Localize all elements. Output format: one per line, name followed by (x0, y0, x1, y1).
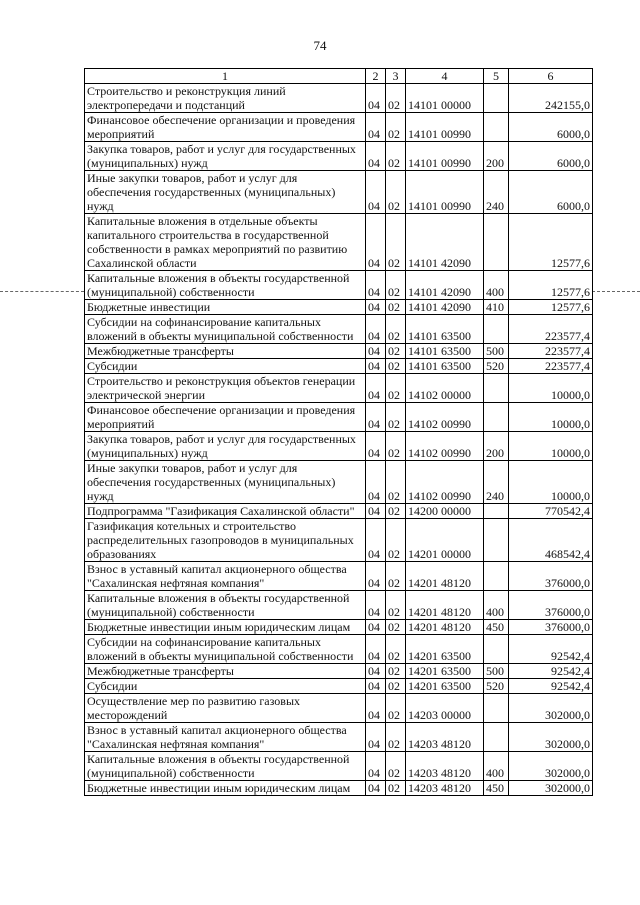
header-cell: 1 (85, 69, 366, 84)
row-c3-cell: 02 (386, 214, 406, 271)
row-c3-cell: 02 (386, 752, 406, 781)
row-c5-cell: 200 (484, 432, 509, 461)
table-row (85, 461, 593, 504)
row-c5-cell: 500 (484, 344, 509, 359)
row-name-cell: Финансовое обеспечение организации и проведения мероприятий (85, 113, 366, 142)
row-c5-cell (484, 374, 509, 403)
row-name-cell: Подпрограмма "Газификация Сахалинской области" (85, 504, 366, 519)
row-name-cell: Строительство и реконструкция линий электропередачи и подстанций (85, 84, 366, 113)
row-c5-cell: 200 (484, 142, 509, 171)
row-name-cell: Субсидии (85, 359, 366, 374)
table-row (85, 403, 593, 432)
row-c6-cell: 6000,0 (509, 142, 593, 171)
table-row (85, 214, 593, 271)
row-c4-cell: 14101 63500 (406, 344, 484, 359)
row-name-cell: Капитальные вложения в отдельные объекты капитального строительства в государственной собственности в рамках мероприятий по развитию Сахалинской области (85, 214, 366, 271)
row-name-cell: Субсидии (85, 679, 366, 694)
row-c6-cell: 302000,0 (509, 694, 593, 723)
row-c5-cell (484, 519, 509, 562)
row-c6-cell: 10000,0 (509, 403, 593, 432)
row-c2-cell: 04 (366, 635, 386, 664)
row-c5-cell: 240 (484, 171, 509, 214)
scan-artifact-line (0, 291, 84, 293)
row-c6-cell: 92542,4 (509, 679, 593, 694)
table-row (85, 752, 593, 781)
table-body (85, 84, 593, 796)
page-number: 74 (313, 38, 327, 53)
table-row (85, 635, 593, 664)
row-name-cell: Капитальные вложения в объекты государственной (муниципальной) собственности (85, 591, 366, 620)
table-row (85, 359, 593, 374)
row-c6-cell: 6000,0 (509, 171, 593, 214)
row-c6-cell: 302000,0 (509, 752, 593, 781)
row-c6-cell: 223577,4 (509, 359, 593, 374)
row-c2-cell: 04 (366, 679, 386, 694)
row-c3-cell: 02 (386, 620, 406, 635)
row-c2-cell: 04 (366, 84, 386, 113)
row-c3-cell: 02 (386, 84, 406, 113)
row-c2-cell: 04 (366, 432, 386, 461)
row-c3-cell: 02 (386, 359, 406, 374)
row-c6-cell: 376000,0 (509, 620, 593, 635)
row-name-cell: Газификация котельных и строительство распределительных газопроводов в муниципальных образованиях (85, 519, 366, 562)
row-c6-cell: 10000,0 (509, 432, 593, 461)
row-c5-cell (484, 315, 509, 344)
row-c5-cell: 450 (484, 620, 509, 635)
row-name-cell: Взнос в уставный капитал акционерного общества "Сахалинская нефтяная компания" (85, 562, 366, 591)
header-row (85, 69, 593, 84)
row-c2-cell: 04 (366, 344, 386, 359)
row-c5-cell: 520 (484, 359, 509, 374)
row-c6-cell: 376000,0 (509, 591, 593, 620)
row-c4-cell: 14101 63500 (406, 315, 484, 344)
row-c3-cell: 02 (386, 635, 406, 664)
row-c2-cell: 04 (366, 694, 386, 723)
row-c3-cell: 02 (386, 403, 406, 432)
row-c4-cell: 14102 00990 (406, 403, 484, 432)
row-c2-cell: 04 (366, 752, 386, 781)
row-c2-cell: 04 (366, 374, 386, 403)
row-name-cell: Бюджетные инвестиции (85, 300, 366, 315)
row-c6-cell: 6000,0 (509, 113, 593, 142)
row-name-cell: Субсидии на софинансирование капитальных вложений в объекты муниципальной собственности (85, 315, 366, 344)
row-c5-cell (484, 403, 509, 432)
row-c2-cell: 04 (366, 113, 386, 142)
row-c4-cell: 14201 63500 (406, 635, 484, 664)
row-c3-cell: 02 (386, 664, 406, 679)
row-name-cell: Иные закупки товаров, работ и услуг для обеспечения государственных (муниципальных) нужд (85, 461, 366, 504)
row-c3-cell: 02 (386, 113, 406, 142)
row-c6-cell: 12577,6 (509, 214, 593, 271)
row-c3-cell: 02 (386, 504, 406, 519)
row-c5-cell (484, 113, 509, 142)
row-c6-cell: 242155,0 (509, 84, 593, 113)
row-c3-cell: 02 (386, 271, 406, 300)
scan-artifact-line (592, 291, 640, 293)
row-c5-cell: 240 (484, 461, 509, 504)
row-c6-cell: 302000,0 (509, 723, 593, 752)
row-c4-cell: 14101 42090 (406, 271, 484, 300)
row-c4-cell: 14101 00990 (406, 142, 484, 171)
header-cell: 5 (484, 69, 509, 84)
row-c3-cell: 02 (386, 562, 406, 591)
row-c3-cell: 02 (386, 679, 406, 694)
header-cell: 6 (509, 69, 593, 84)
row-c5-cell: 450 (484, 781, 509, 796)
row-c5-cell (484, 694, 509, 723)
row-c2-cell: 04 (366, 315, 386, 344)
row-c3-cell: 02 (386, 142, 406, 171)
table-row (85, 271, 593, 300)
row-name-cell: Осуществление мер по развитию газовых месторождений (85, 694, 366, 723)
row-c5-cell (484, 562, 509, 591)
row-c4-cell: 14101 00990 (406, 113, 484, 142)
row-c5-cell: 400 (484, 591, 509, 620)
row-c4-cell: 14102 00990 (406, 432, 484, 461)
row-c3-cell: 02 (386, 374, 406, 403)
table-row (85, 679, 593, 694)
row-c2-cell: 04 (366, 300, 386, 315)
row-c4-cell: 14201 48120 (406, 562, 484, 591)
table-row (85, 620, 593, 635)
row-c4-cell: 14101 00990 (406, 171, 484, 214)
row-c4-cell: 14201 48120 (406, 620, 484, 635)
row-c5-cell: 410 (484, 300, 509, 315)
row-c5-cell (484, 723, 509, 752)
table-row (85, 374, 593, 403)
table-row (85, 504, 593, 519)
table-row (85, 723, 593, 752)
row-c5-cell: 500 (484, 664, 509, 679)
table-row (85, 344, 593, 359)
row-name-cell: Субсидии на софинансирование капитальных вложений в объекты муниципальной собственности (85, 635, 366, 664)
row-c3-cell: 02 (386, 519, 406, 562)
row-c2-cell: 04 (366, 519, 386, 562)
row-c2-cell: 04 (366, 781, 386, 796)
table-row (85, 519, 593, 562)
row-name-cell: Иные закупки товаров, работ и услуг для обеспечения государственных (муниципальных) нужд (85, 171, 366, 214)
row-name-cell: Капитальные вложения в объекты государственной (муниципальной) собственности (85, 752, 366, 781)
row-c6-cell: 770542,4 (509, 504, 593, 519)
row-name-cell: Бюджетные инвестиции иным юридическим лицам (85, 620, 366, 635)
row-c4-cell: 14101 42090 (406, 214, 484, 271)
row-c2-cell: 04 (366, 171, 386, 214)
row-c5-cell: 520 (484, 679, 509, 694)
row-c6-cell: 223577,4 (509, 315, 593, 344)
row-name-cell: Финансовое обеспечение организации и проведения мероприятий (85, 403, 366, 432)
row-c3-cell: 02 (386, 723, 406, 752)
row-c4-cell: 14102 00000 (406, 374, 484, 403)
row-c4-cell: 14101 42090 (406, 300, 484, 315)
row-c5-cell: 400 (484, 752, 509, 781)
table-row (85, 300, 593, 315)
budget-table (84, 68, 593, 796)
table-row (85, 664, 593, 679)
table-row (85, 315, 593, 344)
row-name-cell: Закупка товаров, работ и услуг для государственных (муниципальных) нужд (85, 142, 366, 171)
row-c3-cell: 02 (386, 300, 406, 315)
row-c6-cell: 302000,0 (509, 781, 593, 796)
row-c3-cell: 02 (386, 694, 406, 723)
row-c6-cell: 92542,4 (509, 664, 593, 679)
row-c4-cell: 14203 00000 (406, 694, 484, 723)
row-c4-cell: 14200 00000 (406, 504, 484, 519)
row-name-cell: Строительство и реконструкция объектов генерации электрической энергии (85, 374, 366, 403)
row-c2-cell: 04 (366, 214, 386, 271)
row-name-cell: Межбюджетные трансферты (85, 344, 366, 359)
row-c5-cell (484, 504, 509, 519)
row-c4-cell: 14203 48120 (406, 781, 484, 796)
row-c6-cell: 10000,0 (509, 461, 593, 504)
row-c4-cell: 14201 48120 (406, 591, 484, 620)
table-row (85, 781, 593, 796)
row-c2-cell: 04 (366, 142, 386, 171)
table-row (85, 562, 593, 591)
row-c5-cell (484, 635, 509, 664)
row-c4-cell: 14101 63500 (406, 359, 484, 374)
row-c6-cell: 12577,6 (509, 271, 593, 300)
row-c2-cell: 04 (366, 562, 386, 591)
row-name-cell: Бюджетные инвестиции иным юридическим лицам (85, 781, 366, 796)
row-c2-cell: 04 (366, 620, 386, 635)
row-c4-cell: 14203 48120 (406, 723, 484, 752)
table-row (85, 113, 593, 142)
row-name-cell: Межбюджетные трансферты (85, 664, 366, 679)
row-c6-cell: 92542,4 (509, 635, 593, 664)
row-c6-cell: 10000,0 (509, 374, 593, 403)
row-c3-cell: 02 (386, 432, 406, 461)
row-name-cell: Капитальные вложения в объекты государственной (муниципальной) собственности (85, 271, 366, 300)
table-row (85, 142, 593, 171)
table-row (85, 591, 593, 620)
row-c4-cell: 14203 48120 (406, 752, 484, 781)
table-row (85, 84, 593, 113)
row-c5-cell (484, 214, 509, 271)
row-c4-cell: 14102 00990 (406, 461, 484, 504)
row-c6-cell: 376000,0 (509, 562, 593, 591)
row-c3-cell: 02 (386, 344, 406, 359)
row-c4-cell: 14201 00000 (406, 519, 484, 562)
table-row (85, 432, 593, 461)
row-c6-cell: 468542,4 (509, 519, 593, 562)
row-c2-cell: 04 (366, 461, 386, 504)
row-c5-cell (484, 84, 509, 113)
header-cell: 2 (366, 69, 386, 84)
row-c4-cell: 14201 63500 (406, 679, 484, 694)
row-c2-cell: 04 (366, 359, 386, 374)
row-c2-cell: 04 (366, 664, 386, 679)
row-c2-cell: 04 (366, 403, 386, 432)
table-row (85, 694, 593, 723)
row-c3-cell: 02 (386, 315, 406, 344)
row-c3-cell: 02 (386, 781, 406, 796)
row-c3-cell: 02 (386, 591, 406, 620)
row-c2-cell: 04 (366, 591, 386, 620)
row-c6-cell: 12577,6 (509, 300, 593, 315)
row-c6-cell: 223577,4 (509, 344, 593, 359)
row-name-cell: Взнос в уставный капитал акционерного общества "Сахалинская нефтяная компания" (85, 723, 366, 752)
row-c2-cell: 04 (366, 271, 386, 300)
row-c3-cell: 02 (386, 461, 406, 504)
row-c4-cell: 14201 63500 (406, 664, 484, 679)
row-c2-cell: 04 (366, 723, 386, 752)
row-name-cell: Закупка товаров, работ и услуг для государственных (муниципальных) нужд (85, 432, 366, 461)
row-c3-cell: 02 (386, 171, 406, 214)
row-c5-cell: 400 (484, 271, 509, 300)
header-cell: 4 (406, 69, 484, 84)
table-row (85, 171, 593, 214)
header-cell: 3 (386, 69, 406, 84)
row-c4-cell: 14101 00000 (406, 84, 484, 113)
row-c2-cell: 04 (366, 504, 386, 519)
